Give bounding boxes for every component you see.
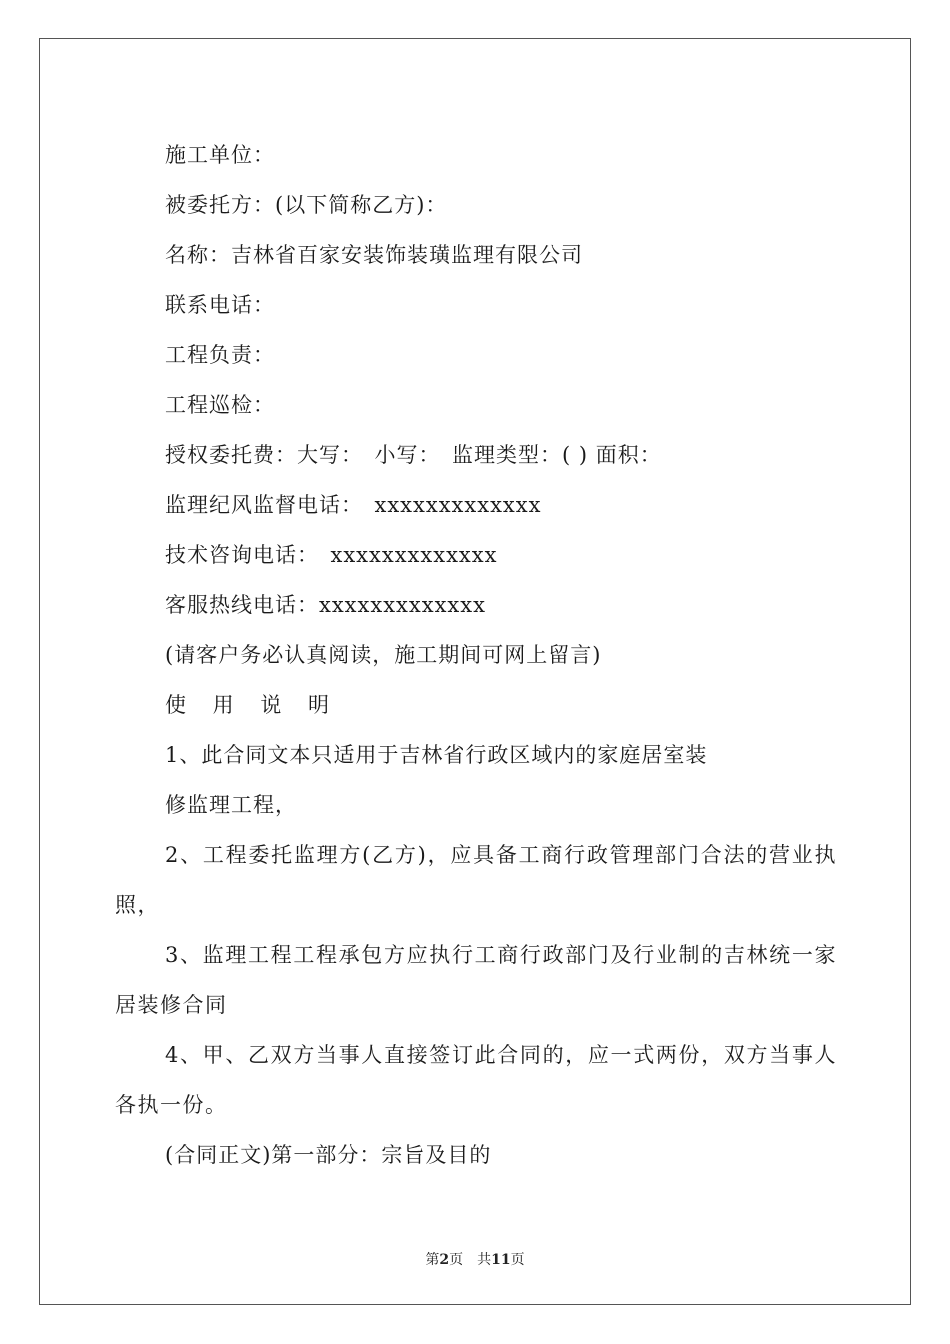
reading-notice-line: (请客户务必认真阅读，施工期间可网上留言) — [165, 643, 602, 667]
usage-item-1-line-2: 修监理工程， — [165, 793, 297, 817]
total-pages: 11 — [491, 1252, 511, 1268]
page-suffix: 页 — [449, 1252, 464, 1268]
supervision-phone-line: 监理纪风监督电话： xxxxxxxxxxxxx — [165, 493, 542, 517]
page-prefix: 第 — [425, 1252, 440, 1268]
contact-phone-line: 联系电话： — [165, 293, 275, 317]
section-heading: (合同正文)第一部分：宗旨及目的 — [165, 1143, 492, 1167]
project-inspection-line: 工程巡检： — [165, 393, 275, 417]
company-name-line: 名称：吉林省百家安装饰装璜监理有限公司 — [165, 243, 583, 267]
total-prefix: 共 — [477, 1252, 492, 1268]
usage-heading: 使 用 说 明 — [165, 693, 340, 717]
usage-item-1-line-1: 1、此合同文本只适用于吉林省行政区域内的家庭居室装 — [165, 743, 708, 767]
tech-consult-phone-line: 技术咨询电话： xxxxxxxxxxxxx — [165, 543, 498, 567]
entrusted-party-line: 被委托方：(以下简称乙方)： — [165, 193, 448, 217]
authorization-fee-line: 授权委托费：大写： 小写： 监理类型：( ) 面积： — [165, 443, 662, 467]
document-body — [115, 130, 837, 1180]
construction-unit-line: 施工单位： — [165, 143, 275, 167]
usage-item-3: 3、监理工程工程承包方应执行工商行政部门及行业制的吉林统一家居装修合同 — [115, 943, 837, 1017]
service-hotline-line: 客服热线电话：xxxxxxxxxxxxx — [165, 593, 486, 617]
page-number: 2 — [439, 1252, 450, 1268]
total-suffix: 页 — [510, 1252, 525, 1268]
page-footer — [0, 1249, 950, 1269]
usage-item-2: 2、工程委托监理方(乙方)，应具备工商行政管理部门合法的营业执照， — [115, 843, 837, 917]
usage-item-4: 4、甲、乙双方当事人直接签订此合同的，应一式两份，双方当事人各执一份。 — [115, 1043, 837, 1117]
project-manager-line: 工程负责： — [165, 343, 275, 367]
